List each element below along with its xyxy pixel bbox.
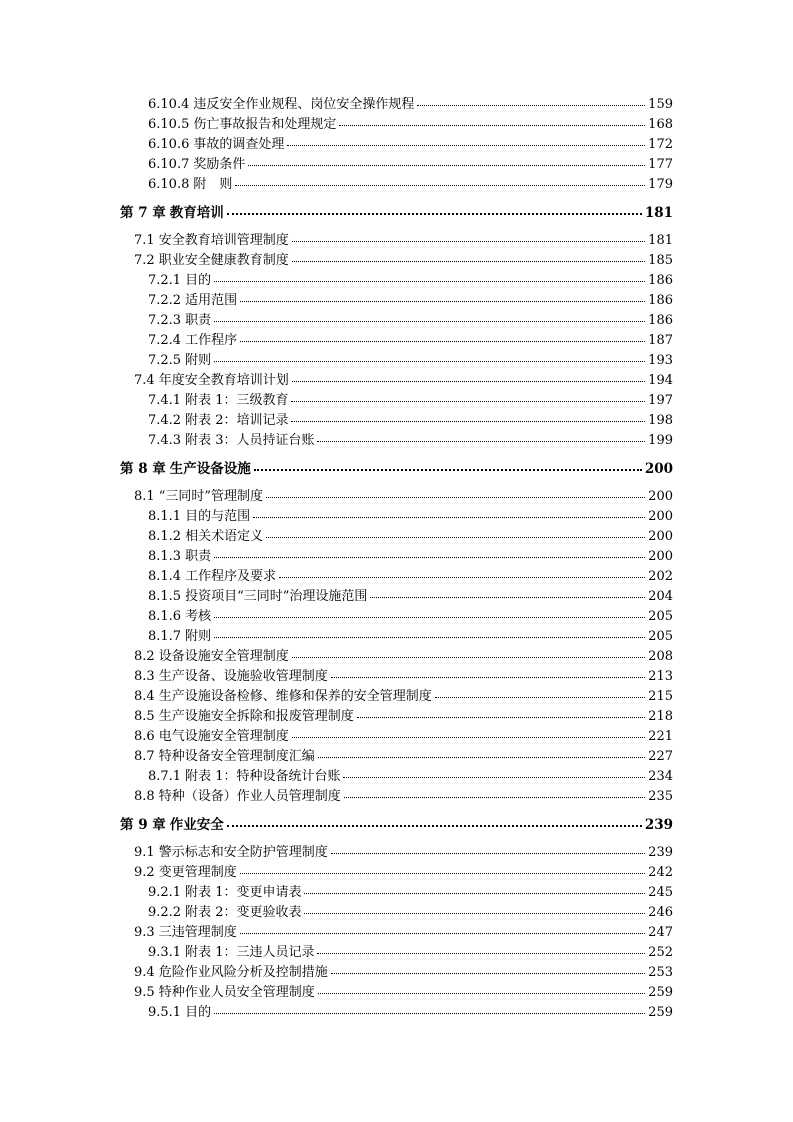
toc-dot-leader bbox=[343, 777, 645, 778]
toc-entry-title: 附 则 bbox=[193, 177, 233, 192]
toc-entry-title: 生产设备设施 bbox=[169, 461, 251, 477]
toc-entry[interactable] bbox=[134, 845, 673, 861]
toc-entry-title: 附表 2：变更验收表 bbox=[185, 905, 302, 920]
toc-entry[interactable] bbox=[148, 629, 673, 645]
toc-entry-number: 6.10.6 bbox=[148, 137, 190, 152]
toc-entry-title: 特种设备安全管理制度汇编 bbox=[158, 749, 315, 764]
toc-entry-number: 8.1 bbox=[134, 489, 155, 504]
toc-entry-title: 职业安全健康教育制度 bbox=[158, 253, 289, 268]
toc-dot-leader bbox=[291, 401, 645, 402]
toc-page-number: 204 bbox=[648, 589, 673, 604]
toc-entry-number: 9.5.1 bbox=[148, 1005, 182, 1020]
toc-dot-leader bbox=[370, 597, 645, 598]
toc-entry-title: 年度安全教育培训计划 bbox=[158, 373, 289, 388]
toc-entry-number: 7.4.3 bbox=[148, 433, 182, 448]
toc-entry-number: 7.2.5 bbox=[148, 353, 182, 368]
toc-entry-number: 8.1.1 bbox=[148, 509, 182, 524]
toc-dot-leader bbox=[317, 441, 645, 442]
toc-entry-title: 目的与范围 bbox=[185, 509, 251, 524]
toc-page-number: 200 bbox=[648, 529, 673, 544]
toc-entry[interactable] bbox=[134, 789, 673, 805]
toc-page-number: 179 bbox=[648, 177, 673, 192]
toc-dot-leader bbox=[357, 717, 645, 718]
toc-dot-leader bbox=[214, 321, 645, 322]
toc-entry[interactable] bbox=[134, 965, 673, 981]
toc-page-number: 205 bbox=[648, 629, 673, 644]
toc-dot-leader bbox=[344, 797, 645, 798]
toc-entry-number: 9.4 bbox=[134, 965, 155, 980]
toc-dot-leader bbox=[292, 657, 645, 658]
toc-page-number: 234 bbox=[648, 769, 673, 784]
toc-entry-number: 8.2 bbox=[134, 649, 155, 664]
toc-dot-leader bbox=[318, 757, 645, 758]
toc-entry[interactable] bbox=[134, 373, 673, 389]
toc-entry[interactable] bbox=[148, 137, 673, 153]
toc-entry-number: 8.5 bbox=[134, 709, 155, 724]
toc-dot-leader bbox=[304, 893, 645, 894]
toc-entry-number: 7.1 bbox=[134, 233, 155, 248]
toc-entry[interactable] bbox=[134, 985, 673, 1001]
toc-entry-number: 9.2 bbox=[134, 865, 155, 880]
toc-entry-title: 附则 bbox=[185, 629, 212, 644]
toc-entry[interactable] bbox=[134, 489, 673, 505]
toc-dot-leader bbox=[331, 677, 645, 678]
toc-entry-number: 第 7 章 bbox=[120, 205, 166, 221]
toc-entry-title: 附表 1：变更申请表 bbox=[185, 885, 302, 900]
toc-entry[interactable] bbox=[148, 885, 673, 901]
toc-page-number: 199 bbox=[648, 433, 673, 448]
toc-entry-title: “三同时”管理制度 bbox=[158, 489, 263, 504]
toc-dot-leader bbox=[240, 341, 645, 342]
toc-entry-title: 附表 2：培训记录 bbox=[185, 413, 289, 428]
toc-entry[interactable] bbox=[134, 669, 673, 685]
toc-page-number: 186 bbox=[648, 293, 673, 308]
toc-entry-title: 附表 1：特种设备统计台账 bbox=[185, 769, 341, 784]
toc-page-number: 181 bbox=[648, 233, 673, 248]
toc-entry-number: 7.2.1 bbox=[148, 273, 182, 288]
toc-page-number: 239 bbox=[644, 817, 673, 833]
toc-dot-leader bbox=[292, 261, 645, 262]
toc-entry-title: 适用范围 bbox=[185, 293, 238, 308]
toc-dot-leader bbox=[331, 973, 645, 974]
toc-dot-leader bbox=[235, 185, 645, 186]
toc-chapter-entry[interactable] bbox=[120, 817, 673, 833]
toc-entry[interactable] bbox=[134, 729, 673, 745]
toc-entry-number: 9.2.1 bbox=[148, 885, 182, 900]
toc-entry-title: 考核 bbox=[185, 609, 212, 624]
toc-entry-title: 相关术语定义 bbox=[185, 529, 264, 544]
toc-page-number: 253 bbox=[648, 965, 673, 980]
toc-dot-leader bbox=[266, 537, 645, 538]
toc-page-number: 200 bbox=[644, 461, 673, 477]
toc-dot-leader bbox=[240, 301, 645, 302]
toc-entry-number: 8.4 bbox=[134, 689, 155, 704]
toc-entry[interactable] bbox=[148, 393, 673, 409]
toc-dot-leader bbox=[317, 953, 645, 954]
toc-dot-leader bbox=[227, 825, 642, 827]
toc-dot-leader bbox=[248, 165, 645, 166]
toc-page-number: 235 bbox=[648, 789, 673, 804]
toc-entry-number: 8.1.2 bbox=[148, 529, 182, 544]
toc-entry-number: 7.2 bbox=[134, 253, 155, 268]
toc-entry[interactable] bbox=[148, 609, 673, 625]
toc-dot-leader bbox=[240, 933, 645, 934]
toc-dot-leader bbox=[214, 281, 645, 282]
toc-page-number: 246 bbox=[648, 905, 673, 920]
toc-entry[interactable] bbox=[148, 945, 673, 961]
toc-entry[interactable] bbox=[134, 689, 673, 705]
toc-entry-number: 8.3 bbox=[134, 669, 155, 684]
toc-page-number: 218 bbox=[648, 709, 673, 724]
toc-page-number: 245 bbox=[648, 885, 673, 900]
toc-entry-title: 伤亡事故报告和处理规定 bbox=[193, 117, 337, 132]
toc-entry-title: 违反安全作业规程、岗位安全操作规程 bbox=[193, 97, 415, 112]
toc-entry-number: 7.2.3 bbox=[148, 313, 182, 328]
toc-dot-leader bbox=[214, 1013, 645, 1014]
toc-dot-leader bbox=[304, 913, 645, 914]
toc-entry-number: 8.1.3 bbox=[148, 549, 182, 564]
toc-entry-title: 职责 bbox=[185, 313, 212, 328]
toc-entry-title: 设备设施安全管理制度 bbox=[158, 649, 289, 664]
toc-dot-leader bbox=[214, 617, 645, 618]
toc-entry[interactable] bbox=[134, 253, 673, 269]
toc-entry[interactable] bbox=[148, 769, 673, 785]
toc-entry-number: 6.10.8 bbox=[148, 177, 190, 192]
toc-page-number: 185 bbox=[648, 253, 673, 268]
toc-entry-number: 9.3 bbox=[134, 925, 155, 940]
toc-page-number: 200 bbox=[648, 509, 673, 524]
toc-entry-title: 工作程序 bbox=[185, 333, 238, 348]
toc-entry-number: 8.7 bbox=[134, 749, 155, 764]
toc-entry-number: 7.2.4 bbox=[148, 333, 182, 348]
toc-page-number: 187 bbox=[648, 333, 673, 348]
toc-dot-leader bbox=[253, 517, 645, 518]
toc-entry-title: 警示标志和安全防护管理制度 bbox=[158, 845, 328, 860]
toc-entry-title: 电气设施安全管理制度 bbox=[158, 729, 289, 744]
toc-entry-number: 9.5 bbox=[134, 985, 155, 1000]
toc-entry[interactable] bbox=[134, 749, 673, 765]
toc-page-number: 200 bbox=[648, 549, 673, 564]
toc-entry[interactable] bbox=[148, 353, 673, 369]
toc-dot-leader bbox=[227, 213, 642, 215]
toc-dot-leader bbox=[417, 105, 645, 106]
toc-entry[interactable] bbox=[148, 569, 673, 585]
toc-entry[interactable] bbox=[134, 709, 673, 725]
toc-entry-number: 第 8 章 bbox=[120, 461, 166, 477]
toc-entry[interactable] bbox=[148, 177, 673, 193]
toc-dot-leader bbox=[214, 557, 645, 558]
toc-page-number: 197 bbox=[648, 393, 673, 408]
toc-entry-title: 变更管理制度 bbox=[158, 865, 237, 880]
toc-page-number: 186 bbox=[648, 313, 673, 328]
toc-entry[interactable] bbox=[148, 293, 673, 309]
toc-entry[interactable] bbox=[134, 925, 673, 941]
toc-entry[interactable] bbox=[148, 273, 673, 289]
toc-entry-title: 生产设施安全拆除和报废管理制度 bbox=[158, 709, 354, 724]
toc-dot-leader bbox=[339, 125, 645, 126]
toc-entry-number: 第 9 章 bbox=[120, 817, 166, 833]
toc-entry[interactable] bbox=[148, 157, 673, 173]
toc-entry-number: 6.10.7 bbox=[148, 157, 190, 172]
toc-entry[interactable] bbox=[148, 509, 673, 525]
toc-entry-title: 附表 3：人员持证台账 bbox=[185, 433, 315, 448]
toc-page-number: 227 bbox=[648, 749, 673, 764]
toc-dot-leader bbox=[292, 737, 645, 738]
toc-dot-leader bbox=[292, 381, 645, 382]
toc-entry-title: 附表 1：三违人员记录 bbox=[185, 945, 315, 960]
toc-entry-title: 教育培训 bbox=[169, 205, 224, 221]
toc-entry-title: 附表 1：三级教育 bbox=[185, 393, 289, 408]
toc-page-number: 242 bbox=[648, 865, 673, 880]
toc-page-number: 215 bbox=[648, 689, 673, 704]
toc-entry-number: 8.1.4 bbox=[148, 569, 182, 584]
toc-dot-leader bbox=[331, 853, 645, 854]
toc-entry[interactable] bbox=[148, 433, 673, 449]
toc-entry[interactable] bbox=[134, 233, 673, 249]
toc-page-number: 168 bbox=[648, 117, 673, 132]
toc-page-number: 172 bbox=[648, 137, 673, 152]
toc-dot-leader bbox=[214, 361, 645, 362]
toc-chapter-entry[interactable] bbox=[120, 461, 673, 477]
toc-entry-title: 特种（设备）作业人员管理制度 bbox=[158, 789, 341, 804]
toc-page-number: 193 bbox=[648, 353, 673, 368]
toc-entry[interactable] bbox=[134, 649, 673, 665]
toc-dot-leader bbox=[214, 637, 645, 638]
toc-dot-leader bbox=[266, 497, 645, 498]
toc-entry-title: 事故的调查处理 bbox=[193, 137, 285, 152]
toc-page-number: 259 bbox=[648, 985, 673, 1000]
toc-entry[interactable] bbox=[134, 865, 673, 881]
toc-page-number: 259 bbox=[648, 1005, 673, 1020]
toc-entry-title: 目的 bbox=[185, 1005, 212, 1020]
toc-page-number: 252 bbox=[648, 945, 673, 960]
toc-entry-number: 8.1.6 bbox=[148, 609, 182, 624]
toc-page-number: 198 bbox=[648, 413, 673, 428]
toc-entry[interactable] bbox=[148, 589, 673, 605]
toc-entry-number: 6.10.4 bbox=[148, 97, 190, 112]
toc-page-number: 194 bbox=[648, 373, 673, 388]
toc-entry-title: 生产设施设备检修、维修和保养的安全管理制度 bbox=[158, 689, 432, 704]
toc-entry-number: 6.10.5 bbox=[148, 117, 190, 132]
toc-page-number: 177 bbox=[648, 157, 673, 172]
toc-entry[interactable] bbox=[148, 905, 673, 921]
toc-entry[interactable] bbox=[148, 117, 673, 133]
toc-entry-title: 附则 bbox=[185, 353, 212, 368]
toc-dot-leader bbox=[279, 577, 645, 578]
toc-entry-number: 7.4 bbox=[134, 373, 155, 388]
toc-page-number: 208 bbox=[648, 649, 673, 664]
toc-entry[interactable] bbox=[148, 1005, 673, 1021]
toc-entry-title: 投资项目“三同时”治理设施范围 bbox=[185, 589, 368, 604]
toc-page-number: 205 bbox=[648, 609, 673, 624]
toc-page-number: 239 bbox=[648, 845, 673, 860]
toc-chapter-entry[interactable] bbox=[120, 205, 673, 221]
toc-page-number: 213 bbox=[648, 669, 673, 684]
toc-page-number: 202 bbox=[648, 569, 673, 584]
toc-entry-title: 特种作业人员安全管理制度 bbox=[158, 985, 315, 1000]
toc-entry-title: 三违管理制度 bbox=[158, 925, 237, 940]
toc-entry-number: 7.2.2 bbox=[148, 293, 182, 308]
toc-entry[interactable] bbox=[148, 313, 673, 329]
toc-entry-number: 9.1 bbox=[134, 845, 155, 860]
toc-entry[interactable] bbox=[148, 333, 673, 349]
toc-page-number: 221 bbox=[648, 729, 673, 744]
toc-entry-number: 8.7.1 bbox=[148, 769, 182, 784]
toc-entry[interactable] bbox=[148, 97, 673, 113]
toc-page-number: 159 bbox=[648, 97, 673, 112]
toc-dot-leader bbox=[287, 145, 645, 146]
toc-entry[interactable] bbox=[148, 529, 673, 545]
toc-entry-title: 作业安全 bbox=[169, 817, 224, 833]
toc-entry-number: 8.1.5 bbox=[148, 589, 182, 604]
toc-entry-number: 8.6 bbox=[134, 729, 155, 744]
toc-entry-number: 9.3.1 bbox=[148, 945, 182, 960]
toc-entry[interactable] bbox=[148, 549, 673, 565]
toc-entry-title: 生产设备、设施验收管理制度 bbox=[158, 669, 328, 684]
toc-dot-leader bbox=[292, 241, 645, 242]
toc-entry-title: 工作程序及要求 bbox=[185, 569, 277, 584]
toc-entry-number: 8.8 bbox=[134, 789, 155, 804]
toc-dot-leader bbox=[318, 993, 645, 994]
toc-page-number: 200 bbox=[648, 489, 673, 504]
toc-dot-leader bbox=[240, 873, 645, 874]
toc-entry-number: 9.2.2 bbox=[148, 905, 182, 920]
toc-page-number: 247 bbox=[648, 925, 673, 940]
toc-entry-title: 安全教育培训管理制度 bbox=[158, 233, 289, 248]
toc-entry[interactable] bbox=[148, 413, 673, 429]
toc-page-number: 181 bbox=[644, 205, 673, 221]
toc-entry-title: 目的 bbox=[185, 273, 212, 288]
toc-entry-number: 7.4.2 bbox=[148, 413, 182, 428]
toc-entry-title: 奖励条件 bbox=[193, 157, 246, 172]
toc-dot-leader bbox=[435, 697, 645, 698]
toc-page-number: 186 bbox=[648, 273, 673, 288]
toc-entry-title: 职责 bbox=[185, 549, 212, 564]
toc-entry-title: 危险作业风险分析及控制措施 bbox=[158, 965, 328, 980]
toc-entry-number: 8.1.7 bbox=[148, 629, 182, 644]
toc-dot-leader bbox=[291, 421, 645, 422]
toc-entry-number: 7.4.1 bbox=[148, 393, 182, 408]
toc-dot-leader bbox=[254, 469, 642, 471]
